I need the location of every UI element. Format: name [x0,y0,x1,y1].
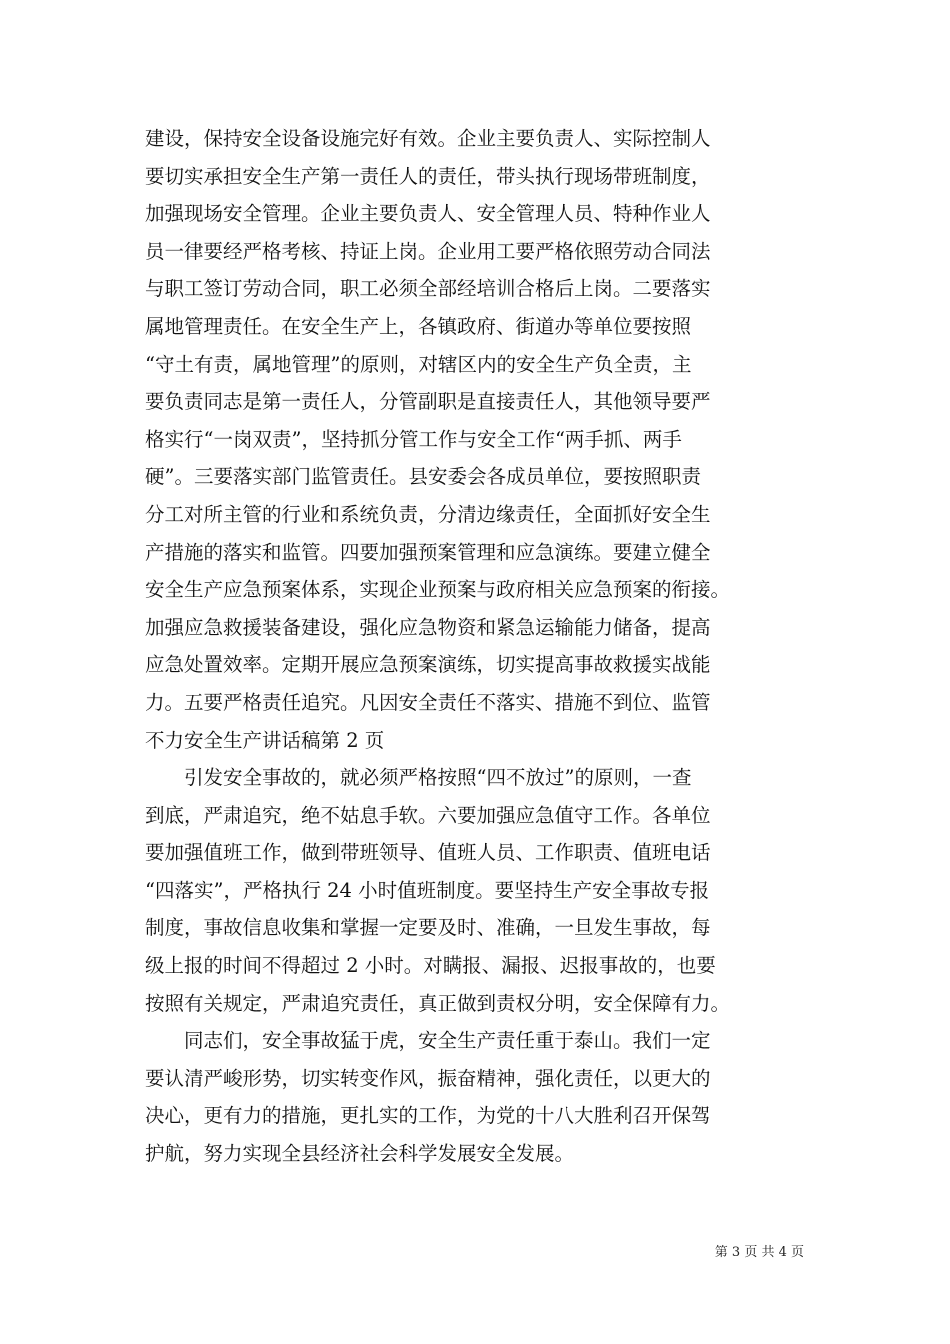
text-line: 应急处置效率。定期开展应急预案演练，切实提高事故救援实战能 [145,653,711,677]
paragraph [145,1022,815,1172]
text-line: 不力安全生产讲话稿第 2 页 [145,728,385,752]
text-line: 要切实承担安全生产第一责任人的责任，带头执行现场带班制度， [145,164,711,188]
page-number-footer: 第 3 页 共 4 页 [714,1245,804,1260]
text-line: 与职工签订劳动合同，职工必须全部经培训合格后上岗。二要落实 [145,277,711,301]
text-line: 引发安全事故的，就必须严格按照“四不放过”的原则，一查 [145,766,692,790]
text-line: 制度，事故信息收集和掌握一定要及时、准确，一旦发生事故，每 [145,916,711,940]
document-body [145,120,815,1173]
text-line: 格实行“一岗双责”，坚持抓分管工作与安全工作“两手抓、两手 [145,427,682,451]
text-line: 按照有关规定，严肃追究责任，真正做到责权分明，安全保障有力。 [145,991,731,1015]
text-line: 要认清严峻形势，切实转变作风，振奋精神，强化责任，以更大的 [145,1066,711,1090]
text-line: 护航，努力实现全县经济社会科学发展安全发展。 [145,1142,575,1166]
text-line: 员一律要经严格考核、持证上岗。企业用工要严格依照劳动合同法 [145,239,711,263]
text-line: 加强应急救援装备建设，强化应急物资和紧急运输能力储备，提高 [145,615,711,639]
text-line: 同志们，安全事故猛于虎，安全生产责任重于泰山。我们一定 [145,1029,711,1053]
text-line: “四落实”，严格执行 24 小时值班制度。要坚持生产安全事故专报 [145,878,710,902]
text-line: 要负责同志是第一责任人，分管副职是直接责任人，其他领导要严 [145,390,711,414]
text-line: 要加强值班工作，做到带班领导、值班人员、工作职责、值班电话 [145,841,711,865]
text-line: 属地管理责任。在安全生产上，各镇政府、街道办等单位要按照 [145,314,692,338]
text-line: 安全生产应急预案体系，实现企业预案与政府相关应急预案的衔接。 [145,578,731,602]
text-line: “守土有责，属地管理”的原则，对辖区内的安全生产负全责，主 [145,352,692,376]
text-line: 加强现场安全管理。企业主要负责人、安全管理人员、特种作业人 [145,202,711,226]
text-line: 力。五要严格责任追究。凡因安全责任不落实、措施不到位、监管 [145,690,711,714]
text-line: 到底，严肃追究，绝不姑息手软。六要加强应急值守工作。各单位 [145,803,711,827]
text-line: 硬”。三要落实部门监管责任。县安委会各成员单位，要按照职责 [145,465,701,489]
text-line: 级上报的时间不得超过 2 小时。对瞒报、漏报、迟报事故的，也要 [145,954,716,978]
text-line: 产措施的落实和监管。四要加强预案管理和应急演练。要建立健全 [145,540,711,564]
text-line: 决心，更有力的措施，更扎实的工作，为党的十八大胜利召开保驾 [145,1104,711,1128]
paragraph [145,759,815,1022]
text-line: 分工对所主管的行业和系统负责，分清边缘责任，全面抓好安全生 [145,502,711,526]
paragraph [145,120,815,759]
text-line: 建设，保持安全设备设施完好有效。企业主要负责人、实际控制人 [145,127,711,150]
